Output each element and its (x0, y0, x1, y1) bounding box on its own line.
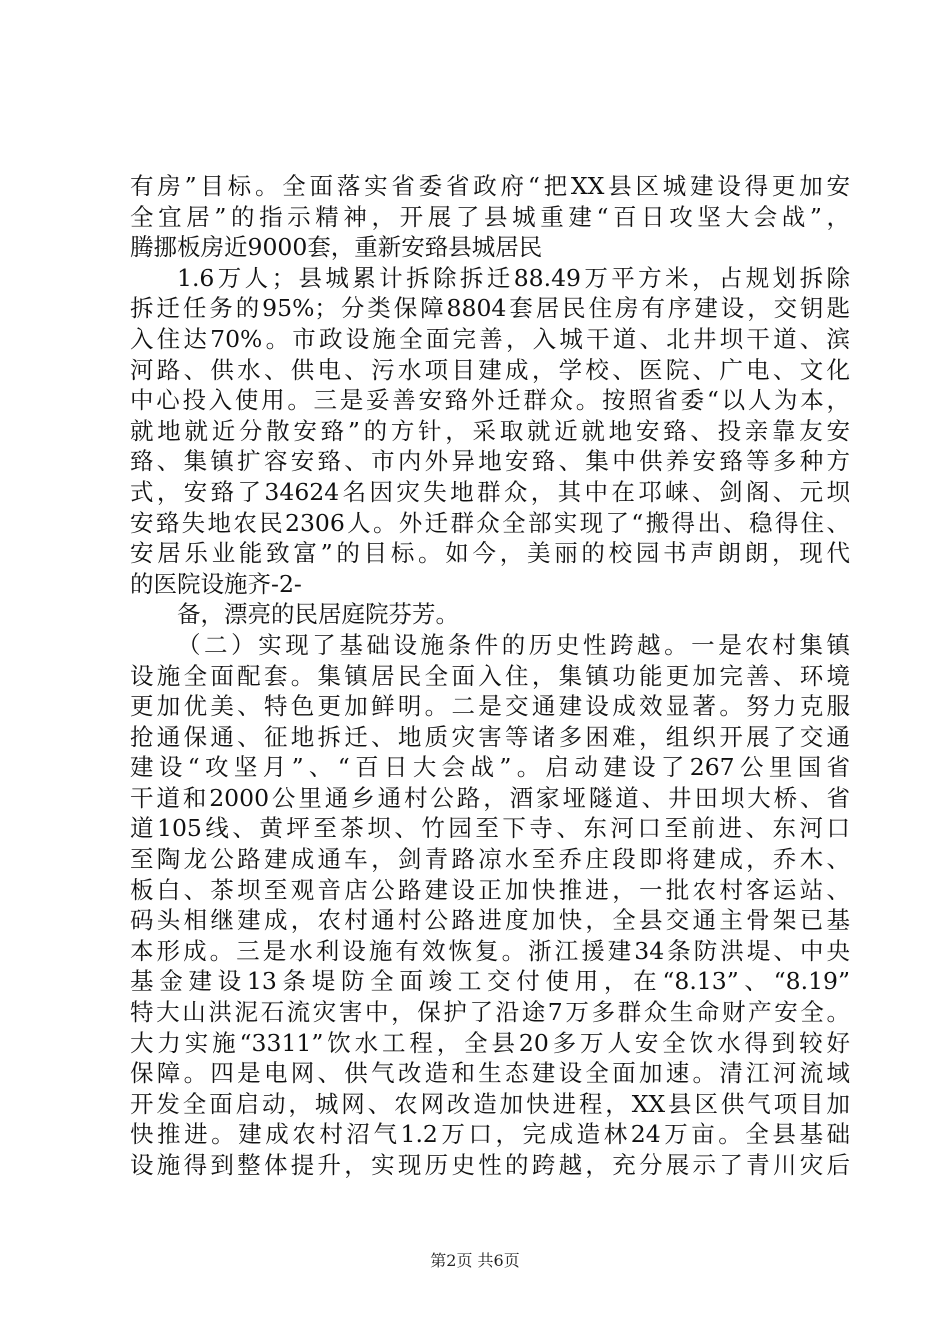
text-line: 干道和2000公里通乡通村公路，酒家垭隧道、井田坝大桥、省 (130, 783, 850, 812)
text-line: 安臵失地农民2306人。外迁群众全部实现了“搬得出、稳得住、 (130, 508, 850, 537)
text-line: 保障。四是电网、供气改造和生态建设全面加速。清江河流域 (130, 1059, 850, 1088)
text-line: 安居乐业能致富”的目标。如今，美丽的校园书声朗朗，现代 (130, 539, 850, 568)
text-line: 有房”目标。全面落实省委省政府“把XX县区城建设得更加安 (130, 172, 850, 200)
text-line: 河路、供水、供电、污水项目建成，学校、医院、广电、文化 (130, 355, 850, 384)
text-line: （二）实现了基础设施条件的历史性跨越。一是农村集镇 (177, 630, 850, 659)
text-line: 设施得到整体提升，实现历史性的跨越，充分展示了青川灾后 (130, 1151, 850, 1179)
text-line: 建设“攻坚月”、“百日大会战”。启动建设了267公里国省 (130, 753, 850, 782)
text-line: 基金建设13条堤防全面竣工交付使用，在“8.13”、“8.19” (130, 967, 850, 996)
text-line: 特大山洪泥石流灾害中，保护了沿途7万多群众生命财产安全。 (130, 998, 850, 1027)
text-line: 1.6万人；县城累计拆除拆迁88.49万平方米，占规划拆除 (177, 263, 850, 292)
text-line: 开发全面启动，城网、农网改造加快进程，XX县区供气项目加 (130, 1089, 850, 1118)
text-line: 码头相继建成，农村通村公路进度加快，全县交通主骨架已基 (130, 906, 850, 935)
text-line: 道105线、黄坪至茶坝、竹园至下寺、东河口至前进、东河口 (130, 814, 850, 843)
text-line: 入住达70%。市政设施全面完善，入城干道、北井坝干道、滨 (130, 324, 850, 353)
text-line: 本形成。三是水利设施有效恢复。浙江援建34条防洪堤、中央 (130, 936, 850, 965)
text-line: 大力实施“3311”饮水工程，全县20多万人安全饮水得到较好 (130, 1028, 850, 1057)
text-line: 臵、集镇扩容安臵、市内外异地安臵、集中供养安臵等多种方 (130, 447, 850, 476)
text-line: 式，安臵了34624名因灾失地群众，其中在邛崃、剑阁、元坝 (130, 477, 850, 506)
text-line: 拆迁任务的95%；分类保障8804套居民住房有序建设，交钥匙 (130, 294, 850, 323)
body-text (130, 171, 850, 1181)
text-line: 备，漂亮的民居庭院芬芳。 (177, 600, 459, 629)
text-line: 就地就近分散安臵”的方针，采取就近就地安臵、投亲靠友安 (130, 416, 850, 445)
text-line: 腾挪板房近9000套，重新安臵县城居民 (130, 233, 543, 262)
text-line: 快推进。建成农村沼气1.2万口，完成造林24万亩。全县基础 (130, 1120, 850, 1149)
text-line: 设施全面配套。集镇居民全面入住，集镇功能更加完善、环境 (130, 661, 850, 690)
page-footer: 第2页 共6页 (430, 1251, 520, 1270)
text-line: 全宜居”的指示精神，开展了县城重建“百日攻坚大会战”， (130, 202, 850, 231)
text-line: 抢通保通、征地拆迁、地质灾害等诸多困难，组织开展了交通 (130, 722, 850, 751)
text-line: 至陶龙公路建成通车，剑青路凉水至乔庄段即将建成，乔木、 (130, 845, 850, 874)
text-line: 的医院设施齐-2- (130, 569, 302, 598)
text-line: 更加优美、特色更加鲜明。二是交通建设成效显著。努力克服 (130, 692, 850, 721)
text-line: 板白、茶坝至观音店公路建设正加快推进，一批农村客运站、 (130, 875, 850, 904)
text-line: 中心投入使用。三是妥善安臵外迁群众。按照省委“以人为本， (130, 386, 850, 415)
